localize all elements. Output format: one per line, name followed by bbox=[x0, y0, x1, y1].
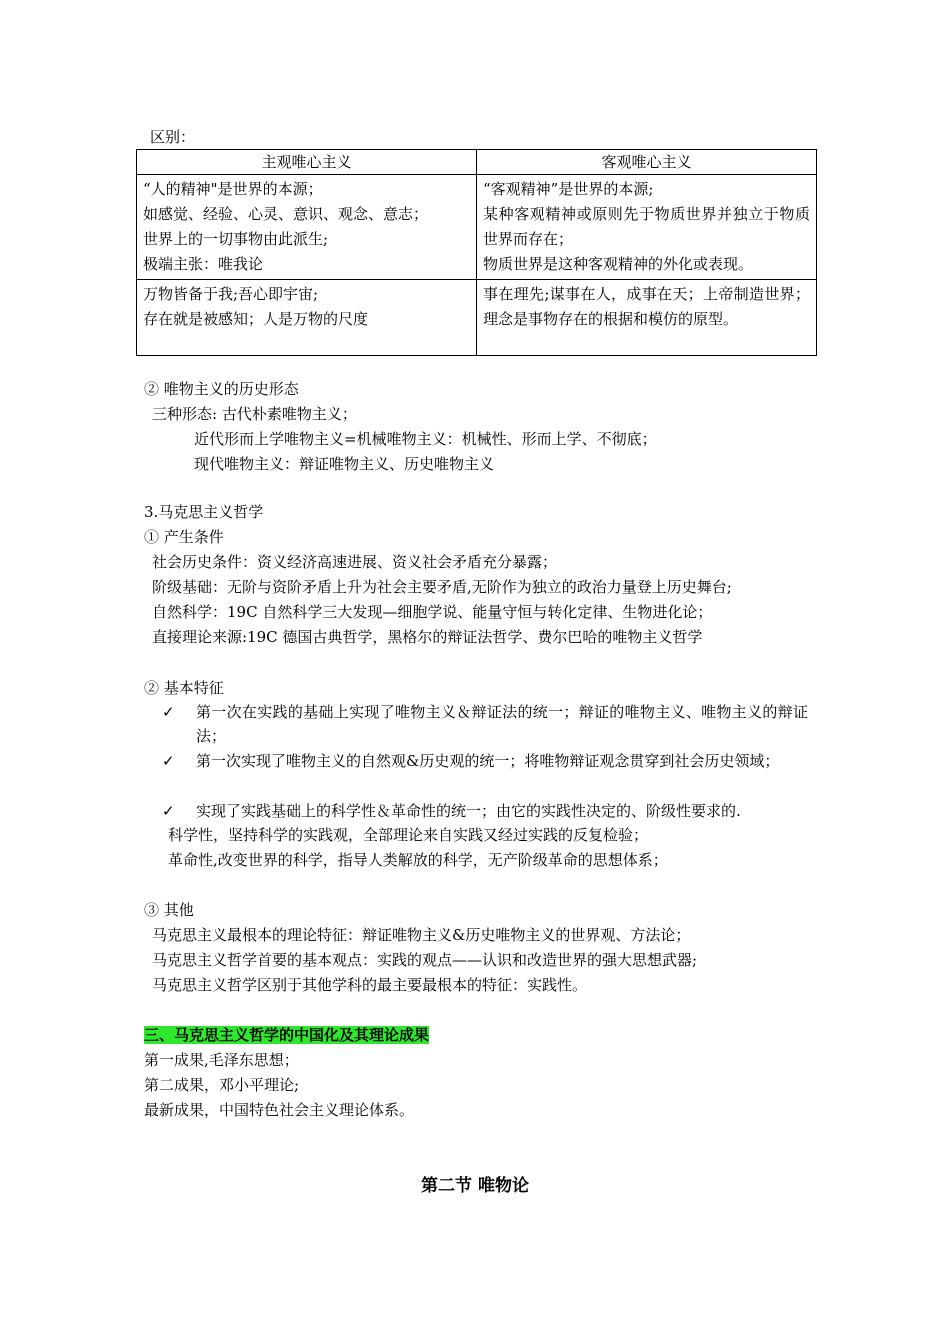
feature-subline: 革命性,改变世界的科学，指导人类解放的科学，无产阶级革命的思想体系； bbox=[168, 851, 668, 869]
comparison-table bbox=[136, 149, 817, 356]
other-item: 马克思主义哲学区别于其他学科的最主要最根本的特征：实践性。 bbox=[152, 976, 588, 994]
china-item: 第二成果，邓小平理论; bbox=[144, 1076, 300, 1094]
cell-line: 物质世界是这种客观精神的外化或表现。 bbox=[483, 255, 754, 273]
china-heading bbox=[144, 1024, 429, 1046]
table-cell bbox=[137, 175, 477, 280]
condition-item: 直接理论来源:19C 德国古典哲学，黑格尔的辩证法哲学、费尔巴哈的唯物主义哲学 bbox=[152, 628, 703, 646]
history-heading: ② 唯物主义的历史形态 bbox=[144, 380, 299, 398]
china-item: 第一成果,毛泽东思想； bbox=[144, 1051, 299, 1069]
condition-item: 社会历史条件：资义经济高速进展、资义社会矛盾充分暴露； bbox=[152, 553, 558, 571]
other-item: 马克思主义最根本的理论特征：辩证唯物主义&历史唯物主义的世界观、方法论； bbox=[152, 926, 691, 944]
check-mark-icon: ✓ bbox=[162, 802, 175, 820]
history-line: 近代形而上学唯物主义=机械唯物主义：机械性、形而上学、不彻底； bbox=[194, 430, 657, 448]
china-item: 最新成果，中国特色社会主义理论体系。 bbox=[144, 1101, 415, 1119]
table-cell bbox=[477, 280, 817, 356]
cell-line: 存在就是被感知；人是万物的尺度 bbox=[143, 310, 369, 328]
feature-item: 实现了实践基础上的科学性＆革命性的统一；由它的实践性决定的、阶级性要求的. bbox=[196, 802, 741, 820]
cell-line: 极端主张：唯我论 bbox=[143, 255, 264, 273]
check-mark-icon: ✓ bbox=[162, 752, 175, 770]
check-mark-icon: ✓ bbox=[162, 703, 175, 721]
other-heading: ③ 其他 bbox=[144, 901, 194, 919]
history-line: 三种形态: 古代朴素唯物主义； bbox=[152, 405, 357, 423]
table-cell bbox=[137, 280, 477, 356]
table-row bbox=[137, 280, 817, 356]
highlighted-heading: 三、马克思主义哲学的中国化及其理论成果 bbox=[144, 1026, 430, 1044]
table-header-subjective: 主观唯心主义 bbox=[137, 150, 477, 175]
table-row bbox=[137, 175, 817, 280]
cell-line: 如感觉、经验、心灵、意识、观念、意志； bbox=[143, 205, 429, 223]
table-header-objective: 客观唯心主义 bbox=[477, 150, 817, 175]
other-item: 马克思主义哲学首要的基本观点：实践的观点——认识和改造世界的强大思想武器; bbox=[152, 951, 698, 969]
marxism-heading: 3.马克思主义哲学 bbox=[144, 503, 264, 521]
feature-subline: 科学性，坚持科学的实践观，全部理论来自实践又经过实践的反复检验； bbox=[168, 826, 649, 844]
feature-item: 第一次实现了唯物主义的自然观&历史观的统一；将唯物辩证观念贯穿到社会历史领域； bbox=[196, 752, 780, 770]
cell-line: “人的精神"是世界的本源； bbox=[143, 180, 323, 198]
cell-line: 世界上的一切事物由此派生; bbox=[143, 230, 329, 248]
features-heading: ② 基本特征 bbox=[144, 679, 224, 697]
condition-item: 阶级基础：无阶与资阶矛盾上升为社会主要矛盾,无阶作为独立的政治力量登上历史舞台; bbox=[152, 578, 732, 596]
table-header-row bbox=[137, 150, 817, 175]
section-title: 第二节 唯物论 bbox=[421, 1176, 529, 1196]
cell-line: 某种客观精神或原则先于物质世界并独立于物质世界而存在； bbox=[483, 205, 810, 248]
cell-line: “客观精神”是世界的本源; bbox=[483, 180, 654, 198]
intro-label: 区别： bbox=[150, 128, 196, 146]
feature-item: 第一次在实践的基础上实现了唯物主义＆辩证法的统一；辩证的唯物主义、唯物主义的辩证法； bbox=[196, 703, 808, 745]
cell-line: 万物皆备于我;吾心即宇宙; bbox=[143, 285, 319, 303]
history-line: 现代唯物主义：辩证唯物主义、历史唯物主义 bbox=[194, 455, 495, 473]
table-cell bbox=[477, 175, 817, 280]
condition-item: 自然科学：19C 自然科学三大发现—细胞学说、能量守恒与转化定律、生物进化论； bbox=[152, 603, 713, 621]
conditions-heading: ① 产生条件 bbox=[144, 528, 224, 546]
cell-line: 事在理先;谋事在人，成事在天；上帝制造世界；理念是事物存在的根据和模仿的原型。 bbox=[483, 285, 810, 328]
